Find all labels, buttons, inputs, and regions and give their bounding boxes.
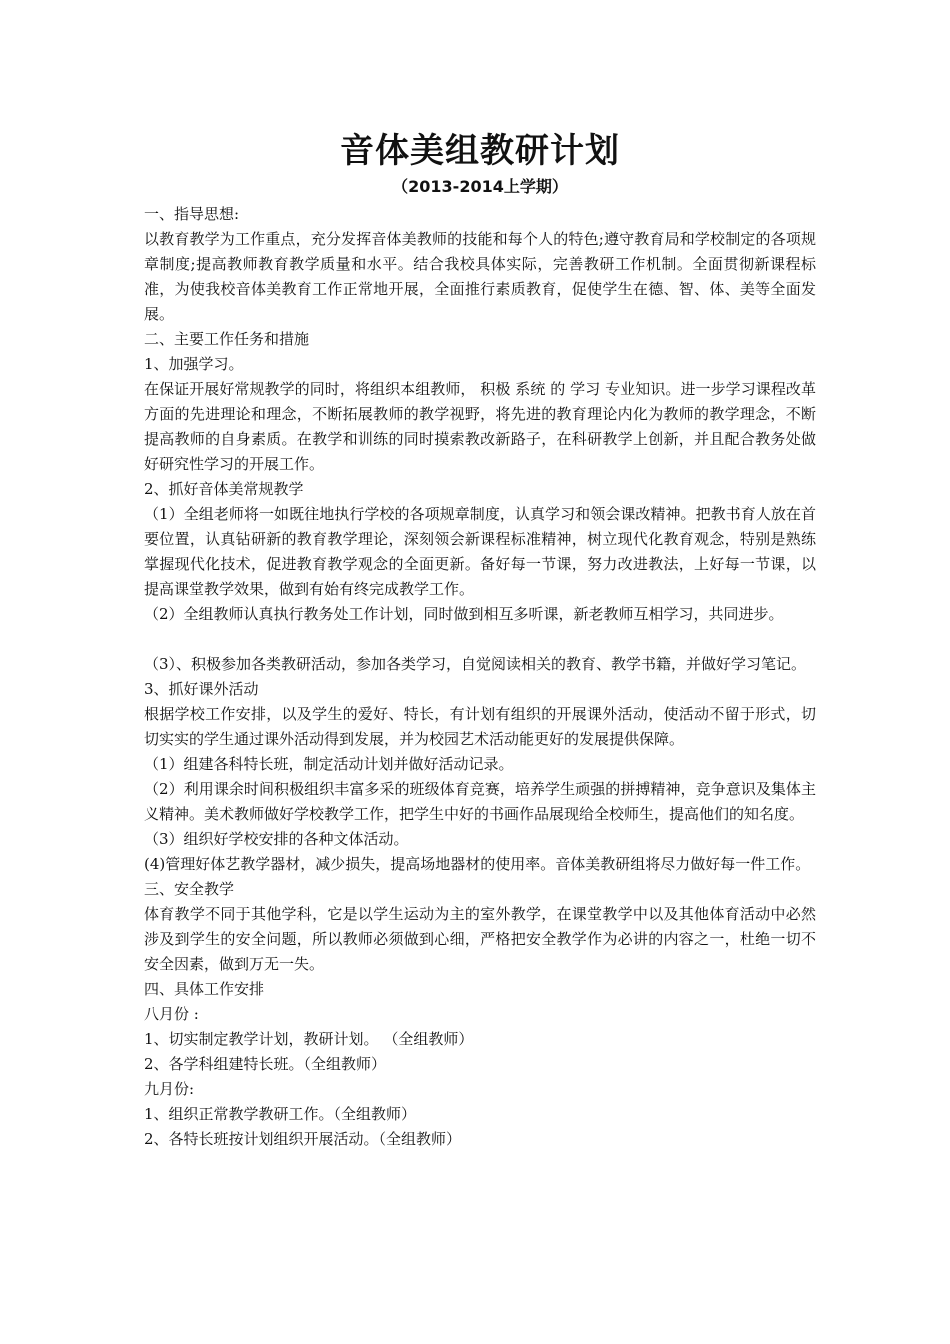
section-heading-guiding-thought: 一、指导思想: <box>144 205 240 223</box>
document-title: 音体美组教研计划 <box>340 131 620 171</box>
subheading-strengthen-learning: 1、加强学习。 <box>144 355 244 373</box>
paragraph-extracurricular-3: （3）组织好学校安排的各种文体活动。 <box>144 830 409 848</box>
section-heading-main-tasks: 二、主要工作任务和措施 <box>144 330 310 348</box>
schedule-item: 2、各特长班按计划组织开展活动。（全组教师） <box>144 1130 462 1148</box>
paragraph-routine-teaching-2: （2）全组教师认真执行教务处工作计划，同时做到相互多听课，新老教师互相学习，共同进步。 <box>144 605 784 623</box>
schedule-month-august: 八月份 : <box>144 1005 199 1023</box>
paragraph-routine-teaching-1: （1）全组老师将一如既往地执行学校的各项规章制度，认真学习和领会课改精神。把教书育人放在首要位置，认真钻研新的教育教学理论，深刻领会新课程标准精神，树立现代化教育观念，特别是熟练掌握现代化技术，促进教育教学观念的全面更新。备好每一节课，努力改进教法，上好每一节课，以提高课堂教学效果，做到有始有终完成教学工作。 <box>144 505 816 598</box>
schedule-item: 1、组织正常教学教研工作。（全组教师） <box>144 1105 417 1123</box>
paragraph-extracurricular-4: (4)管理好体艺教学器材，减少损失，提高场地器材的使用率。音体美教研组将尽力做好每一件工作。 <box>144 855 811 873</box>
schedule-item: 1、切实制定教学计划，教研计划。 （全组教师） <box>144 1030 474 1048</box>
schedule-item: 2、各学科组建特长班。（全组教师） <box>144 1055 387 1073</box>
document-subtitle: （2013-2014上学期） <box>392 177 568 196</box>
paragraph-strengthen-learning: 在保证开展好常规教学的同时，将组织本组教师， 积极 系统 的 学习 专业知识。进一步学习课程改革方面的先进理论和理念，不断拓展教师的教学视野，将先进的教育理论内化为教师的教学理念，不断提高教师的自身素质。在教学和训练的同时摸索教改新路子，在科研教学上创新，并且配合教务处做好研究性学习的开展工作。 <box>144 380 816 473</box>
subheading-extracurricular: 3、抓好课外活动 <box>144 680 259 698</box>
section-heading-schedule: 四、具体工作安排 <box>144 980 265 998</box>
paragraph-routine-teaching-3: （3）、积极参加各类教研活动，参加各类学习，自觉阅读相关的教育、教学书籍，并做好学习笔记。 <box>144 655 807 673</box>
paragraph-extracurricular-1: （1）组建各科特长班，制定活动计划并做好活动记录。 <box>144 755 514 773</box>
schedule-month-september: 九月份: <box>144 1080 195 1098</box>
paragraph-extracurricular: 根据学校工作安排，以及学生的爱好、特长，有计划有组织的开展课外活动，使活动不留于形式，切切实实的学生通过课外活动得到发展，并为校园艺术活动能更好的发展提供保障。 <box>144 705 816 748</box>
document-body <box>144 202 816 1152</box>
paragraph-extracurricular-2: （2）利用课余时间积极组织丰富多采的班级体育竞赛，培养学生顽强的拼搏精神，竞争意识及集体主义精神。美术教师做好学校教学工作，把学生中好的书画作品展现给全校师生，提高他们的知名度。 <box>144 780 816 823</box>
subheading-routine-teaching: 2、抓好音体美常规教学 <box>144 480 304 498</box>
section-heading-safety: 三、安全教学 <box>144 880 235 898</box>
paragraph-safety: 体育教学不同于其他学科，它是以学生运动为主的室外教学，在课堂教学中以及其他体育活动中必然涉及到学生的安全问题，所以教师必须做到心细，严格把安全教学作为必讲的内容之一，杜绝一切不安全因素，做到万无一失。 <box>144 905 816 973</box>
paragraph-guiding-thought: 以教育教学为工作重点，充分发挥音体美教师的技能和每个人的特色;遵守教育局和学校制定的各项规章制度;提高教师教育教学质量和水平。结合我校具体实际，完善教研工作机制。全面贯彻新课程标准，为使我校音体美教育工作正常地开展，全面推行素质教育，促使学生在德、智、体、美等全面发展。 <box>144 230 816 323</box>
